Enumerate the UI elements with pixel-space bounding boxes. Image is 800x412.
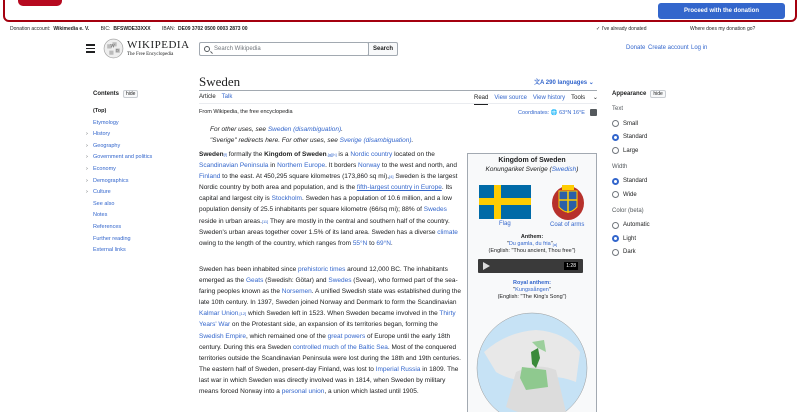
royal-anthem-english: (English: "The King's Song") (497, 294, 567, 300)
page-title: Sweden (199, 74, 241, 89)
width-option[interactable]: Standard (612, 175, 692, 189)
radio-icon[interactable] (612, 191, 619, 198)
tab-read[interactable]: Read (474, 95, 488, 105)
svg-text:W: W (110, 43, 115, 49)
where-donation-link[interactable]: Where does my donation go? (690, 26, 756, 32)
appearance-hide-button[interactable]: hide (650, 90, 665, 98)
article-link[interactable]: Thirty Years' War (199, 310, 456, 329)
radio-icon[interactable] (612, 235, 619, 242)
native-lang-link[interactable]: Swedish (551, 166, 577, 173)
hatnote-link[interactable]: Sweden (disambiguation) (267, 126, 342, 133)
coordinates (518, 109, 597, 116)
chevron-right-icon[interactable]: › (86, 165, 88, 172)
search-icon (204, 46, 210, 52)
coat-of-arms-image[interactable] (550, 183, 586, 221)
radio-icon[interactable] (612, 134, 619, 141)
chevron-right-icon[interactable]: › (86, 142, 88, 149)
chevron-right-icon[interactable]: › (86, 177, 88, 184)
site-header (0, 35, 800, 65)
view-tabs (474, 94, 610, 101)
width-option[interactable]: Wide (612, 188, 692, 202)
article-link[interactable]: Imperial Russia (375, 365, 421, 373)
royal-anthem: Royal anthem: "Kungssången" (English: "The King's Song") (468, 280, 596, 301)
infobox-native-name: Konungariket Sverige (Swedish) (485, 166, 579, 173)
article-link[interactable]: 55°N (352, 239, 368, 247)
article-link[interactable]: Norsemen (281, 288, 312, 296)
audio-duration: 1:28 (566, 263, 576, 269)
radio-icon[interactable] (612, 222, 619, 229)
article-link[interactable]: Stockholm (271, 195, 302, 203)
flag-image[interactable] (479, 185, 531, 219)
account-details (10, 26, 248, 32)
language-button[interactable]: 文A 290 languages ⌄ (534, 80, 594, 86)
article-link[interactable]: 69°N (376, 239, 391, 247)
namespace-tabs (199, 94, 238, 100)
article-link[interactable]: Swedes (328, 277, 352, 285)
radio-icon[interactable] (612, 249, 619, 256)
reference-marker[interactable]: [11] (261, 218, 269, 224)
anthem-english: (English: "Thou ancient, Thou free") (488, 248, 576, 254)
login-link[interactable]: Log in (691, 45, 708, 51)
toc-item[interactable]: References (93, 223, 122, 230)
wordmark-tagline: The Free Encyclopedia (127, 52, 174, 57)
text-size-option[interactable]: Standard (612, 131, 692, 145)
anthem-label: Anthem: (520, 234, 544, 240)
chevron-down-icon: ⌄ (587, 80, 594, 86)
toc-item[interactable]: › Demographics (93, 176, 193, 188)
article-paragraph-history: Sweden has been inhabited since prehistoric times around 12,000 BC. The inhabitants emerged as the Geats (Swedish: Götar) and Swedes (Svear), who formed part of the sea-faring peoples known as the Norsemen. A unified Swedish state was established during the late 10th century. In 1397, Sweden joined Norway and Denmark to form the Scandinavian Kalmar Union$^{,[12]}$ which Sweden left in 1523. When Sweden became involved in the Thirty Years' War on the Protestant side, an expansion of its territories began, forming the Swedish Empire, which remained one of the great powers of Europe until the early 18th century. During this era Sweden controlled much of the Baltic Sea. Most of the conquered territories outside the Scandinavian Peninsula were lost during the 18th and 19th centuries. The eastern half of Sweden, present-day Finland, was lost to Imperial Russia in 1809. The last war in which Sweden was directly involved was in 1814, when Sweden by military means forced Norway into a personal union, a union which lasted until 1905. (199, 266, 461, 396)
title-divider (199, 90, 597, 91)
article-link[interactable]: Nordic country (350, 151, 393, 158)
iban-value: DE09 3702 0500 0003 2873 00 (178, 26, 248, 32)
already-donated-link[interactable]: ✓ I've already donated (596, 26, 647, 32)
bic-value: BFSWDE33XXX (113, 26, 151, 32)
toc-item[interactable]: › Geography (93, 141, 193, 153)
hatnote: For other uses, see Sweden (disambiguation). (210, 126, 343, 133)
reference-marker[interactable]: [f] (223, 152, 227, 157)
toc-hide-button[interactable]: hide (123, 90, 138, 98)
bic-label: BIC: (100, 26, 111, 32)
infobox-title: Kingdom of Sweden (498, 157, 566, 164)
chevron-right-icon[interactable]: › (86, 154, 88, 161)
appearance-panel (612, 90, 692, 259)
article-link[interactable]: Northern Europe (277, 162, 326, 170)
main-menu-icon[interactable] (86, 44, 95, 52)
article-link[interactable]: controlled much of the Baltic Sea (292, 343, 388, 351)
article-link[interactable]: Norway (358, 162, 381, 170)
royal-anthem-label[interactable]: Royal anthem: (513, 280, 551, 286)
article-paragraph-lead: Sweden[f] formally the Kingdom of Sweden$^{,[g][h]}$ is a Nordic country located on the Scandinavian Peninsula in Northern Europe. It borders Norway to the west and north, and Finland to the east. At 450,295 square kilometres (173,860 sq mi),[4] Sweden is the largest Nordic country by both area and population, and is the fifth-largest country in Europe. Its capital and largest city is Stockholm. Sweden has a population of 10.6 million, and a low population density of 25.5 inhabitants per square kilometre (66/sq mi); 88% of Swedes reside in urban areas.[11] They are mostly in the central and southern half of the country. Sweden's urban areas together cover 1.5% of its land area. Sweden has a diverse climate owing to the length of the country, which ranges from 55°N to 69°N. (199, 151, 458, 247)
article-link[interactable]: Finland (199, 173, 221, 181)
text-size-option[interactable]: Small (612, 117, 692, 131)
chevron-right-icon[interactable]: › (86, 131, 88, 138)
text-size-option[interactable]: Large (612, 144, 692, 158)
tabs-divider (199, 103, 597, 104)
table-of-contents (86, 90, 193, 257)
coordinates-value[interactable]: 63°N 16°E (559, 109, 585, 116)
reference-marker[interactable]: ,[g][h] (326, 152, 337, 157)
radio-icon[interactable] (612, 147, 619, 154)
reference-marker[interactable]: ,[12] (238, 311, 247, 317)
color-option[interactable]: Light (612, 232, 692, 246)
svg-text:Ω: Ω (115, 48, 119, 53)
hatnote: "Sverige" redirects here. For other uses, see Sverige (disambiguation). (210, 137, 414, 144)
account-value: Wikimedia e. V. (53, 26, 90, 32)
wikipedia-wordmark[interactable] (127, 40, 190, 58)
toc-item[interactable]: Further reading (93, 235, 131, 242)
play-icon[interactable] (483, 262, 490, 270)
color-option[interactable]: Automatic (612, 219, 692, 233)
language-icon: 文A (534, 80, 546, 86)
wordmark-text: WIKIPEDIA (127, 39, 190, 51)
chevron-right-icon[interactable]: › (86, 189, 88, 196)
toc-item[interactable]: Etymology (93, 119, 119, 126)
site-subtitle: From Wikipedia, the free encyclopedia (199, 109, 293, 115)
reference-marker[interactable]: [4] (389, 174, 394, 180)
color-option[interactable]: Dark (612, 246, 692, 260)
tab-article[interactable]: Article (199, 94, 216, 104)
globe-icon: 🌐 (550, 109, 558, 116)
donation-banner (0, 0, 800, 35)
anthem: Anthem: "Du gamla, du fria"[a] (English: "Thou ancient, Thou free") (468, 234, 596, 255)
flag-caption[interactable]: Flag (499, 221, 511, 227)
article-link[interactable]: great powers (327, 332, 366, 340)
lock-icon (590, 109, 597, 116)
width-label: Width (612, 163, 628, 170)
tab-talk[interactable]: Talk (221, 94, 233, 100)
audio-player[interactable] (478, 259, 583, 273)
color-label: Color (beta) (612, 207, 644, 214)
radio-icon[interactable] (612, 178, 619, 185)
donate-link[interactable]: Donate (626, 45, 646, 51)
banner-red-tab (18, 0, 62, 6)
tab-view-source[interactable]: View source (494, 95, 527, 101)
search-placeholder: Search Wikipedia (214, 46, 261, 52)
toc-item[interactable]: › History (93, 129, 193, 141)
location-map-image[interactable] (476, 312, 588, 412)
account-label: Donation account: (10, 26, 51, 32)
toc-item[interactable]: (Top) (93, 108, 107, 114)
toc-item[interactable]: › Economy (93, 164, 193, 176)
create-account-link[interactable]: Create account (648, 45, 689, 51)
appearance-title: Appearance (612, 91, 647, 97)
toc-item[interactable]: See also (93, 200, 115, 207)
toc-item[interactable]: › Government and politics (93, 152, 193, 164)
toc-title: Contents (93, 91, 119, 97)
check-icon: ✓ (596, 26, 602, 32)
toc-item[interactable]: › Culture (93, 187, 193, 199)
article-link[interactable]: fifth-largest country in Europe (356, 184, 442, 192)
tab-view-history[interactable]: View history (532, 95, 566, 101)
article-link[interactable]: climate (437, 228, 458, 236)
article-link[interactable]: Swedish Empire (199, 332, 246, 340)
infobox (467, 153, 597, 412)
proceed-donation-button[interactable]: Proceed with the donation (658, 3, 785, 19)
article-link[interactable]: Swedes (423, 206, 447, 214)
iban-label: IBAN: (161, 26, 176, 32)
tools-menu[interactable]: Tools ⌄ (571, 95, 598, 101)
toc-item[interactable]: External links (93, 247, 126, 254)
chevron-down-icon: ⌄ (591, 95, 598, 101)
article-link[interactable]: Geats (245, 277, 264, 285)
article-link[interactable]: prehistoric times (298, 266, 346, 273)
article-link[interactable]: Kalmar Union (199, 310, 239, 318)
hatnote-link[interactable]: Sverige (disambiguation) (339, 137, 412, 144)
radio-icon[interactable] (612, 120, 619, 127)
article-link[interactable]: personal union (281, 388, 325, 396)
royal-anthem-link[interactable]: Kungssången (515, 287, 549, 293)
search-input[interactable] (199, 42, 369, 56)
coat-of-arms-caption[interactable]: Coat of arms (550, 222, 585, 228)
search-button[interactable]: Search (368, 42, 398, 56)
anthem-link[interactable]: Du gamla, du fria (508, 241, 551, 247)
article-link[interactable]: Scandinavian Peninsula (199, 162, 269, 170)
wikipedia-globe-icon[interactable] (103, 38, 124, 59)
text-size-label: Text (612, 106, 624, 112)
coordinates-label[interactable]: Coordinates: (518, 109, 550, 116)
toc-item[interactable]: Notes (93, 212, 108, 219)
